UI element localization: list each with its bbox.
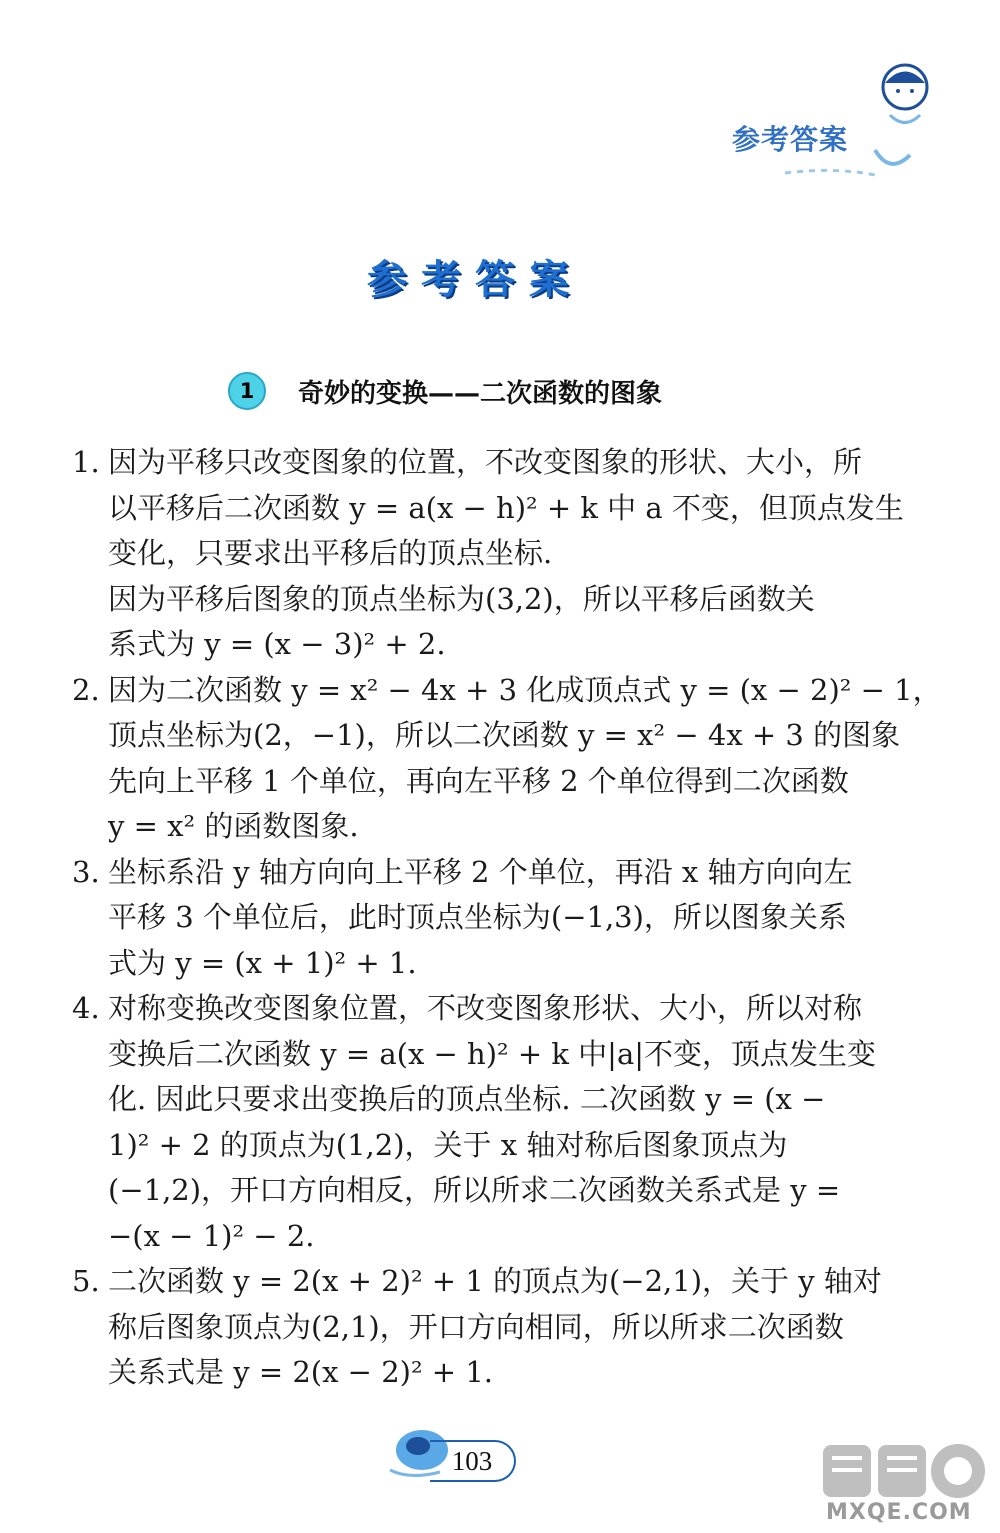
line-text: 称后图象顶点为(2,1)，开口方向相同，所以所求二次函数 (108, 1309, 844, 1344)
line-text: (−1,2)，开口方向相反，所以所求二次函数关系式是 y = (108, 1173, 841, 1207)
text-line (72, 1032, 882, 1078)
line-text: 因为平移后图象的顶点坐标为(3,2)，所以平移后函数关 (108, 581, 815, 616)
corner-label: 参考答案 (732, 123, 849, 156)
text-line (72, 1123, 882, 1169)
watermark-text: MXQE.COM (826, 1500, 972, 1525)
text-line (72, 668, 942, 714)
item-number: 4. (72, 991, 100, 1025)
text-line (72, 622, 882, 668)
line-text: 变化，只要求出平移后的顶点坐标. (108, 536, 553, 570)
line-text: y = x² 的函数图象. (108, 809, 359, 843)
text-line (72, 577, 882, 623)
answer-content (72, 440, 942, 1396)
line-text: 1)² + 2 的顶点为(1,2)，关于 x 轴对称后图象顶点为 (108, 1127, 788, 1162)
line-text: 变换后二次函数 y = a(x − h)² + k 中|a|不变，顶点发生变 (108, 1036, 877, 1071)
line-text: 化. 因此只要求出变换后的顶点坐标. 二次函数 y = (x − (108, 1082, 826, 1116)
text-line (72, 1305, 882, 1351)
line-text: 先向上平移 1 个单位，再向左平移 2 个单位得到二次函数 (108, 763, 849, 798)
text-line (72, 850, 882, 896)
line-text: 二次函数 y = 2(x + 2)² + 1 的顶点为(−2,1)，关于 y 轴对 (108, 1264, 882, 1298)
text-line (72, 895, 882, 941)
line-text: 平移 3 个单位后，此时顶点坐标为(−1,3)，所以图象关系 (108, 900, 847, 934)
line-text: 因为二次函数 y = x² − 4x + 3 化成顶点式 y = (x − 2)² − 1， (108, 672, 942, 707)
text-line (72, 941, 882, 987)
line-text: 因为平移只改变图象的位置，不改变图象的形状、大小，所 (108, 445, 863, 479)
text-line (72, 759, 882, 805)
text-line (72, 486, 904, 532)
text-line (72, 1259, 882, 1305)
page-number: 103 (430, 1440, 516, 1482)
line-text: 关系式是 y = 2(x − 2)² + 1. (108, 1355, 493, 1389)
line-text: 式为 y = (x + 1)² + 1. (108, 945, 417, 980)
text-line (72, 986, 882, 1032)
item-number: 5. (72, 1264, 100, 1298)
item-number: 3. (72, 854, 100, 889)
line-text: 系式为 y = (x − 3)² + 2. (108, 627, 446, 661)
text-line (72, 1168, 882, 1214)
line-text: 顶点坐标为(2，−1)，所以二次函数 y = x² − 4x + 3 的图象 (108, 718, 901, 752)
item-number: 1. (72, 445, 100, 479)
line-text: 以平移后二次函数 y = a(x − h)² + k 中 a 不变，但顶点发生 (108, 490, 904, 525)
section-title: 奇妙的变换——二次函数的图象 (298, 378, 663, 409)
item-number: 2. (72, 672, 100, 707)
line-text: −(x − 1)² − 2. (108, 1218, 315, 1253)
text-line (72, 1350, 882, 1396)
section-heading (228, 372, 662, 410)
text-line (72, 531, 882, 577)
page-title: 参考答案 (367, 257, 583, 303)
section-number-badge: 1 (228, 372, 266, 410)
text-line (72, 440, 882, 486)
text-line (72, 804, 882, 850)
text-line (72, 1077, 882, 1123)
text-line (72, 1214, 882, 1260)
text-line (72, 713, 901, 759)
line-text: 对称变换改变图象位置，不改变图象形状、大小，所以对称 (108, 991, 863, 1025)
line-text: 坐标系沿 y 轴方向向上平移 2 个单位，再沿 x 轴方向向左 (108, 854, 853, 889)
